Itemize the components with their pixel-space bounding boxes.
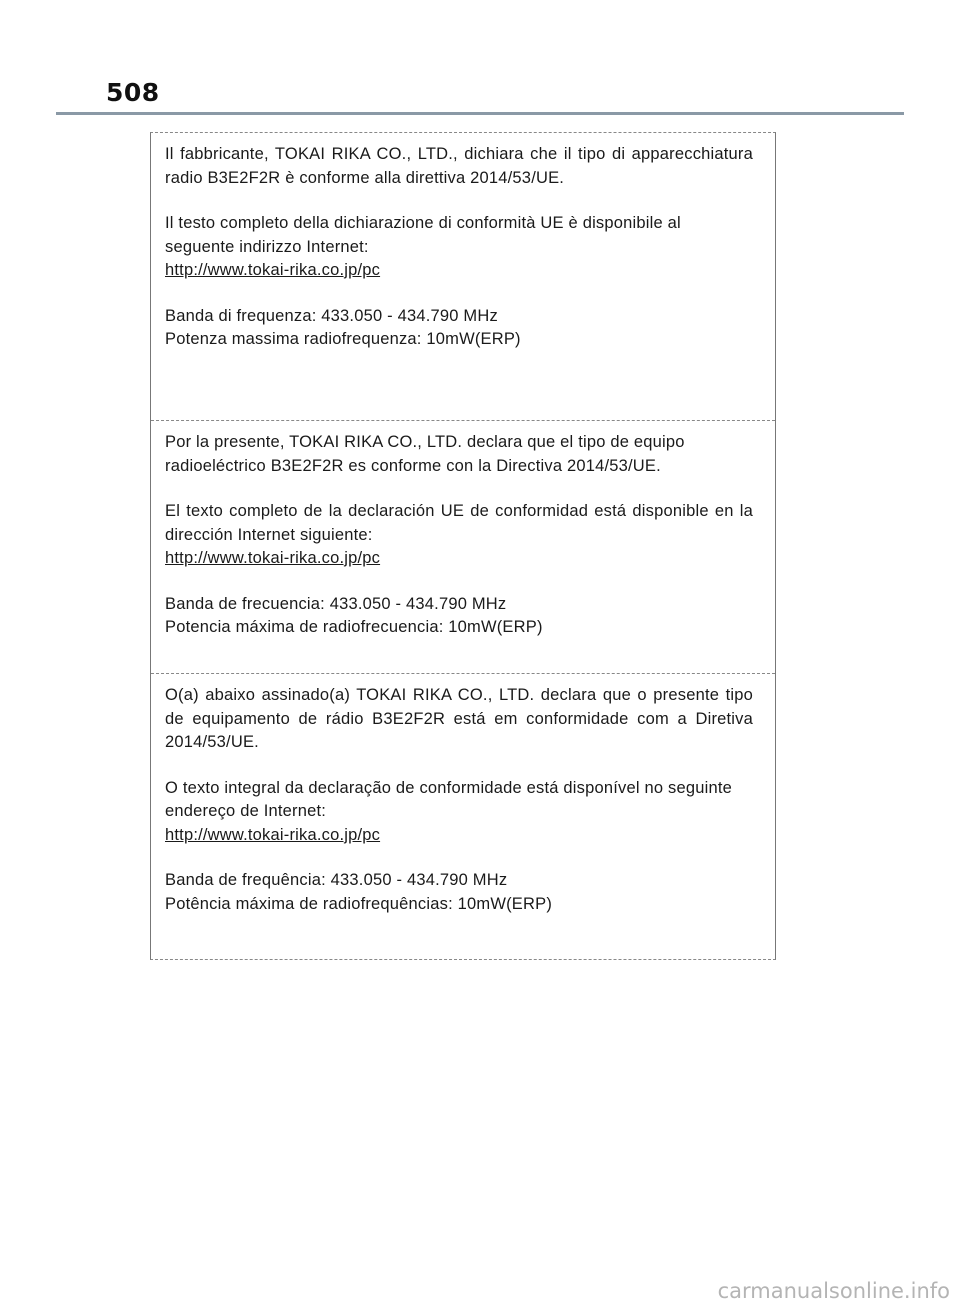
italian-declaration-text: Il fabbricante, TOKAI RIKA CO., LTD., dichiara che il tipo di apparecchiatura radio B3E2F2R è conforme alla direttiva 2014/53/UE.	[165, 145, 753, 187]
portuguese-frequency-band: Banda de frequência: 433.050 - 434.790 MHz	[165, 871, 508, 889]
conformity-notice-box	[150, 132, 776, 960]
spanish-declaration-section	[151, 420, 775, 673]
portuguese-declaration-link[interactable]: http://www.tokai-rika.co.jp/pc	[165, 825, 381, 844]
portuguese-declaration-text: O(a) abaixo assinado(a) TOKAI RIKA CO., LTD. declara que o presente tipo de equipamento de rádio B3E2F2R está em conformidade com a Diretiva 2014/53/UE.	[165, 686, 753, 751]
header-rule	[56, 112, 904, 115]
spanish-frequency-band: Banda de frecuencia: 433.050 - 434.790 MHz	[165, 594, 507, 613]
italian-declaration-section	[151, 133, 775, 420]
spanish-availability-text: El texto completo de la declaración UE de conformidad está disponible en la dirección Internet siguiente:	[165, 502, 753, 544]
page-number: 508	[106, 78, 160, 107]
italian-max-power: Potenza massima radiofrequenza: 10mW(ERP)	[165, 330, 521, 348]
italian-availability-text: Il testo completo della dichiarazione di conformità UE è disponibile al seguente indirizzo Internet:	[165, 214, 681, 256]
site-watermark: carmanualsonline.info	[717, 1279, 950, 1303]
spanish-declaration-link[interactable]: http://www.tokai-rika.co.jp/pc	[165, 549, 381, 567]
portuguese-availability-text: O texto integral da declaração de conformidade está disponível no seguinte endereço de Internet:	[165, 778, 732, 820]
portuguese-max-power: Potência máxima de radiofrequências: 10mW(ERP)	[165, 894, 553, 913]
spanish-max-power: Potencia máxima de radiofrecuencia: 10mW(ERP)	[165, 618, 543, 636]
portuguese-declaration-section	[151, 673, 775, 959]
spanish-declaration-text: Por la presente, TOKAI RIKA CO., LTD. declara que el tipo de equipo radioeléctrico B3E2F2R es conforme con la Directiva 2014/53/UE.	[165, 433, 685, 475]
italian-frequency-band: Banda di frequenza: 433.050 - 434.790 MHz	[165, 306, 498, 325]
italian-declaration-link[interactable]: http://www.tokai-rika.co.jp/pc	[165, 261, 381, 279]
